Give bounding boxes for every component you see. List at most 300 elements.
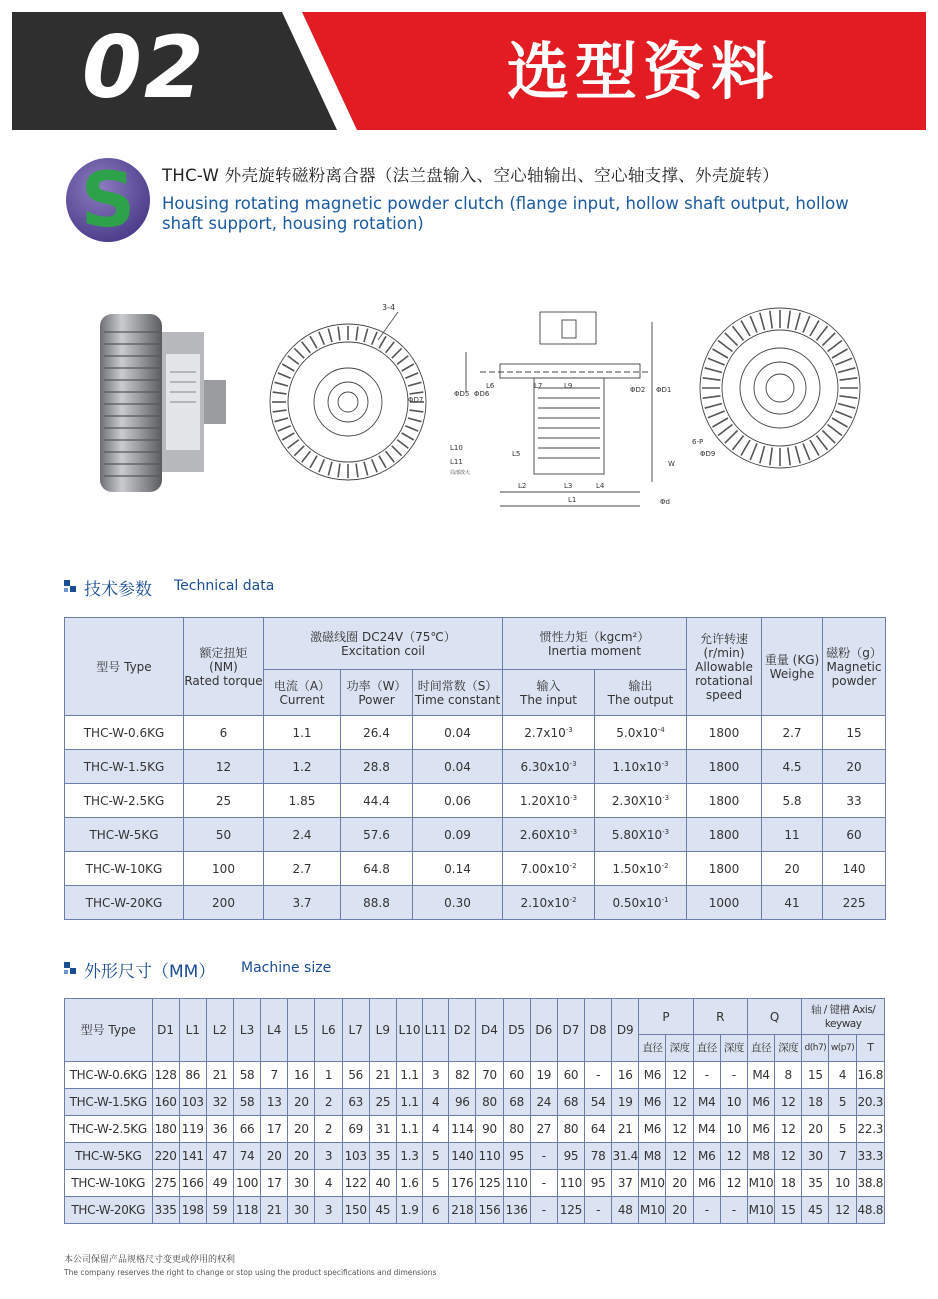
cooling-fin (705, 404, 722, 409)
cooling-fin (760, 446, 765, 463)
cell-speed: 1800 (687, 852, 762, 886)
cell-speed: 1800 (687, 750, 762, 784)
size-cell: 27 (530, 1116, 557, 1143)
th-l11: L11 (423, 999, 449, 1062)
label-d5: ΦD5 (454, 390, 470, 398)
cooling-fin (803, 316, 810, 333)
cell-speed: 1800 (687, 716, 762, 750)
th-size-type: 型号 Type (65, 999, 153, 1062)
size-cell: 95 (585, 1170, 612, 1197)
size-cell: 96 (449, 1089, 476, 1116)
size-cell: 4 (423, 1116, 449, 1143)
size-cell: 35 (802, 1170, 829, 1197)
label-l9: L9 (564, 382, 573, 390)
cell-torque: 50 (184, 818, 264, 852)
cell-input: $7.00x10^{-2}$ (503, 852, 595, 886)
cooling-fin (788, 311, 790, 329)
size-cell: M4 (747, 1062, 774, 1089)
header-banner (12, 12, 926, 130)
cell-torque: 6 (184, 716, 264, 750)
size-cell: 156 (476, 1197, 503, 1224)
cooling-fin (356, 327, 358, 341)
cooling-fin (338, 327, 340, 341)
cooling-fin (364, 462, 368, 476)
cell-type: THC-W-1.5KG (65, 1089, 153, 1116)
size-cell: 78 (585, 1143, 612, 1170)
th-output: 输出 The output (595, 670, 687, 716)
size-cell: 275 (152, 1170, 179, 1197)
cell-power: 64.8 (341, 852, 413, 886)
cell-time: 0.04 (413, 716, 503, 750)
th-current: 电流（A） Current (264, 670, 341, 716)
cell-power: 57.6 (341, 818, 413, 852)
size-cell: 6 (423, 1197, 449, 1224)
cell-current: 3.7 (264, 886, 341, 920)
th-l9: L9 (369, 999, 396, 1062)
size-cell: 80 (557, 1116, 584, 1143)
label-l1: L1 (568, 496, 577, 504)
cooling-fin (713, 349, 729, 358)
cooling-fin (810, 321, 819, 337)
cooling-fin (838, 404, 855, 409)
label-l2: L2 (518, 482, 527, 490)
th-diameter: 直径 (747, 1035, 774, 1062)
size-cell: 68 (503, 1089, 530, 1116)
cooling-fin (408, 418, 422, 422)
size-cell: 22.3 (856, 1116, 884, 1143)
cell-power: 44.4 (341, 784, 413, 818)
size-cell: 48.8 (856, 1197, 884, 1224)
size-cell: 64 (585, 1116, 612, 1143)
size-cell: 1.1 (396, 1089, 422, 1116)
th-p: P (639, 999, 693, 1035)
size-cell: 3 (315, 1143, 342, 1170)
size-cell: 125 (557, 1197, 584, 1224)
size-cell: 12 (775, 1116, 802, 1143)
size-cell: 60 (503, 1062, 530, 1089)
size-cell: 16.8 (856, 1062, 884, 1089)
label-dd: Φd (660, 498, 670, 506)
cooling-fin (832, 418, 848, 427)
label-p: 6-P (692, 438, 704, 446)
cooling-fin (356, 464, 358, 478)
cooling-fin (817, 326, 828, 340)
size-cell: 1.6 (396, 1170, 422, 1197)
label-d1: ΦD1 (656, 386, 672, 394)
cooling-fin (760, 313, 765, 330)
size-cell: 12 (666, 1089, 693, 1116)
size-cell: 21 (612, 1116, 639, 1143)
size-cell: 4 (315, 1170, 342, 1197)
size-cell: 48 (612, 1197, 639, 1224)
size-cell: 103 (179, 1089, 206, 1116)
size-cell: 100 (233, 1170, 260, 1197)
size-cell: 31 (369, 1116, 396, 1143)
cell-power: 28.8 (341, 750, 413, 784)
cell-input: $6.30x10^{-3}$ (503, 750, 595, 784)
cell-torque: 12 (184, 750, 264, 784)
cooling-fin (319, 459, 324, 472)
cell-torque: 25 (184, 784, 264, 818)
cooling-fin (273, 410, 287, 412)
size-cell: 20 (288, 1116, 315, 1143)
size-cell: 12 (666, 1143, 693, 1170)
cooling-fin (788, 448, 790, 466)
size-cell: M10 (639, 1197, 666, 1224)
label-d9: ΦD9 (700, 450, 716, 458)
label-l11: L11 (450, 458, 463, 466)
label-l5: L5 (512, 450, 521, 458)
size-cell: 90 (476, 1116, 503, 1143)
size-cell: 180 (152, 1116, 179, 1143)
size-cell: 12 (720, 1143, 747, 1170)
cooling-fin (770, 448, 772, 466)
cooling-fin (302, 342, 311, 353)
th-d6: D6 (530, 999, 557, 1062)
tech-row (65, 852, 886, 886)
cell-torque: 200 (184, 886, 264, 920)
cooling-fin (835, 358, 852, 365)
size-cell: - (585, 1197, 612, 1224)
cooling-fin (392, 446, 402, 456)
size-cell: 60 (557, 1062, 584, 1089)
product-photo (90, 292, 240, 522)
cooling-fin (838, 368, 855, 373)
cell-weight: 11 (762, 818, 823, 852)
size-cell: 36 (206, 1116, 233, 1143)
cell-current: 1.85 (264, 784, 341, 818)
tech-row (65, 886, 886, 920)
th-diameter: 直径 (693, 1035, 720, 1062)
cell-weight: 4.5 (762, 750, 823, 784)
tech-row (65, 784, 886, 818)
cooling-fin (294, 348, 304, 358)
cooling-fin (718, 425, 732, 436)
size-cell: 176 (449, 1170, 476, 1197)
size-cell: 59 (206, 1197, 233, 1224)
th-powder: 磁粉（g） Magnetic powder (823, 618, 886, 716)
size-cell: 82 (449, 1062, 476, 1089)
cell-speed: 1800 (687, 818, 762, 852)
cell-type: THC-W-10KG (65, 852, 184, 886)
size-cell: 20 (261, 1143, 288, 1170)
th-l3: L3 (233, 999, 260, 1062)
size-cell: 16 (612, 1062, 639, 1089)
cooling-fin (796, 446, 801, 463)
cooling-fin (750, 316, 757, 333)
cooling-fin (273, 392, 287, 394)
size-row (65, 1170, 885, 1197)
cell-time: 0.09 (413, 818, 503, 852)
size-cell: M6 (639, 1089, 666, 1116)
size-cell: 110 (503, 1170, 530, 1197)
cooling-fin (278, 373, 291, 378)
size-cell: M6 (639, 1116, 666, 1143)
size-cell: 1.3 (396, 1143, 422, 1170)
cooling-fin (708, 411, 725, 418)
tech-row (65, 818, 886, 852)
label-l3: L3 (564, 482, 573, 490)
size-table (64, 998, 885, 1224)
cooling-fin (379, 336, 386, 348)
cooling-fin (405, 426, 418, 431)
size-cell: 69 (342, 1116, 369, 1143)
th-l2: L2 (206, 999, 233, 1062)
cooling-fin (294, 446, 304, 456)
size-cell: 119 (179, 1116, 206, 1143)
front-view-drawing (258, 292, 438, 522)
size-cell: 8 (775, 1062, 802, 1089)
cell-speed: 1000 (687, 886, 762, 920)
size-heading-cn: 外形尺寸（MM） (84, 962, 216, 982)
size-cell: M4 (693, 1116, 720, 1143)
th-wp7: w(p7) (829, 1035, 856, 1062)
size-cell: 38.8 (856, 1170, 884, 1197)
cooling-fin (703, 378, 721, 380)
tech-row (65, 716, 886, 750)
size-cell: M4 (693, 1089, 720, 1116)
th-speed: 允许转速 (r/min) Allowable rotational speed (687, 618, 762, 716)
cooling-fin (397, 440, 408, 449)
brand-logo (64, 156, 152, 244)
size-cell: 80 (476, 1089, 503, 1116)
size-cell: 166 (179, 1170, 206, 1197)
size-cell: 70 (476, 1062, 503, 1089)
th-depth: 深度 (720, 1035, 747, 1062)
size-cell: 86 (179, 1062, 206, 1089)
th-diameter: 直径 (639, 1035, 666, 1062)
size-cell: 3 (423, 1062, 449, 1089)
th-l6: L6 (315, 999, 342, 1062)
cooling-fin (822, 430, 835, 443)
size-cell: M10 (639, 1170, 666, 1197)
cooling-fin (733, 436, 744, 450)
size-cell: - (530, 1197, 557, 1224)
cooling-fin (408, 382, 422, 386)
size-cell: 56 (342, 1062, 369, 1089)
cooling-fin (288, 440, 299, 449)
size-cell: 110 (557, 1170, 584, 1197)
size-cell: 13 (261, 1089, 288, 1116)
size-cell: M8 (747, 1143, 774, 1170)
size-cell: M6 (747, 1089, 774, 1116)
size-cell: 20 (666, 1197, 693, 1224)
product-title-cn: THC-W 外壳旋转磁粉离合器（法兰盘输入、空心轴输出、空心轴支撑、外壳旋转） (162, 166, 780, 185)
size-cell: 1.1 (396, 1062, 422, 1089)
cell-output: $5.80X10^{-3}$ (595, 818, 687, 852)
size-cell: 1.1 (396, 1116, 422, 1143)
cooling-fin (708, 358, 725, 365)
cooling-fin (402, 433, 414, 440)
rear-view-drawing (690, 292, 870, 522)
cell-time: 0.06 (413, 784, 503, 818)
cooling-fin (713, 418, 729, 427)
cooling-fin (840, 396, 858, 398)
cooling-fin (770, 311, 772, 329)
size-cell: M6 (747, 1116, 774, 1143)
size-cell: 19 (530, 1062, 557, 1089)
cell-weight: 41 (762, 886, 823, 920)
cooling-fin (386, 342, 395, 353)
label-w: W (668, 460, 675, 468)
size-cell: 33.3 (856, 1143, 884, 1170)
size-cell: 35 (369, 1143, 396, 1170)
section-marker-icon (64, 962, 78, 976)
cell-type: THC-W-2.5KG (65, 1116, 153, 1143)
cell-input: $2.7x10^{-3}$ (503, 716, 595, 750)
cooling-fin (410, 392, 424, 394)
cooling-fin (310, 456, 317, 468)
cell-type: THC-W-10KG (65, 1170, 153, 1197)
size-cell: M10 (747, 1197, 774, 1224)
size-cell: 12 (775, 1143, 802, 1170)
cell-powder: 60 (823, 818, 886, 852)
th-d9: D9 (612, 999, 639, 1062)
size-cell: 3 (315, 1197, 342, 1224)
th-d7: D7 (557, 999, 584, 1062)
label-l6: L6 (486, 382, 495, 390)
cell-power: 88.8 (341, 886, 413, 920)
size-cell: 17 (261, 1116, 288, 1143)
cell-type: THC-W-0.6KG (65, 1062, 153, 1089)
size-row (65, 1062, 885, 1089)
size-cell: - (585, 1062, 612, 1089)
th-l5: L5 (288, 999, 315, 1062)
size-cell: - (530, 1143, 557, 1170)
cooling-fin (817, 436, 828, 450)
size-cell: 21 (206, 1062, 233, 1089)
label-d6: ΦD6 (474, 390, 490, 398)
size-cell: 18 (775, 1170, 802, 1197)
cooling-fin (718, 341, 732, 352)
size-cell: 150 (342, 1197, 369, 1224)
section-number: 02 (82, 18, 206, 118)
size-cell: 114 (449, 1116, 476, 1143)
size-cell: 21 (369, 1062, 396, 1089)
cell-output: $5.0x10^{-4}$ (595, 716, 687, 750)
size-cell: 17 (261, 1170, 288, 1197)
th-q: Q (747, 999, 801, 1035)
cell-output: $1.10x10^{-3}$ (595, 750, 687, 784)
size-cell: 110 (476, 1143, 503, 1170)
label-detail: 局部放大 (450, 470, 471, 476)
size-cell: 47 (206, 1143, 233, 1170)
cooling-fin (832, 349, 848, 358)
cell-type: THC-W-20KG (65, 1197, 153, 1224)
size-cell: 54 (585, 1089, 612, 1116)
size-cell: 160 (152, 1089, 179, 1116)
size-cell: 10 (720, 1089, 747, 1116)
size-cell: 31.4 (612, 1143, 639, 1170)
cell-powder: 225 (823, 886, 886, 920)
size-cell: 5 (423, 1143, 449, 1170)
size-cell: 140 (449, 1143, 476, 1170)
cooling-fin (796, 313, 801, 330)
th-dh7: d(h7) (802, 1035, 829, 1062)
size-cell: 5 (423, 1170, 449, 1197)
size-cell: 1 (315, 1062, 342, 1089)
label-l4: L4 (596, 482, 605, 490)
size-cell: 103 (342, 1143, 369, 1170)
size-cell: 7 (261, 1062, 288, 1089)
cooling-fin (803, 443, 810, 460)
cell-time: 0.14 (413, 852, 503, 886)
cooling-fin (810, 440, 819, 456)
size-cell: - (720, 1197, 747, 1224)
section-marker-icon (64, 580, 78, 594)
size-cell: 37 (612, 1170, 639, 1197)
th-depth: 深度 (666, 1035, 693, 1062)
size-cell: 15 (775, 1197, 802, 1224)
size-cell: 4 (423, 1089, 449, 1116)
size-cell: - (720, 1062, 747, 1089)
cooling-fin (725, 333, 738, 346)
th-l7: L7 (342, 999, 369, 1062)
th-l1: L1 (179, 999, 206, 1062)
cell-type: THC-W-5KG (65, 1143, 153, 1170)
size-cell: 66 (233, 1116, 260, 1143)
size-cell: 5 (829, 1089, 856, 1116)
label-l10: L10 (450, 444, 463, 452)
cooling-fin (302, 451, 311, 462)
cell-powder: 33 (823, 784, 886, 818)
size-cell: 2 (315, 1116, 342, 1143)
size-cell: 20 (288, 1089, 315, 1116)
size-row (65, 1116, 885, 1143)
cooling-fin (275, 418, 289, 422)
cell-type: THC-W-1.5KG (65, 750, 184, 784)
size-cell: 80 (503, 1116, 530, 1143)
size-cell: 95 (557, 1143, 584, 1170)
cooling-fin (828, 425, 842, 436)
cooling-fin (741, 321, 750, 337)
th-power: 功率（W） Power (341, 670, 413, 716)
cell-type: THC-W-5KG (65, 818, 184, 852)
size-cell: 20 (666, 1170, 693, 1197)
cooling-fin (372, 332, 377, 345)
footer-note-en: The company reserves the right to change or stop using the product specifications and dimensions (64, 1268, 437, 1277)
th-weight: 重量 (KG) Weighe (762, 618, 823, 716)
th-inertia: 惯性力矩（kgcm²） Inertia moment (503, 618, 687, 670)
size-cell: 20 (802, 1116, 829, 1143)
cell-powder: 15 (823, 716, 886, 750)
tech-table (64, 617, 886, 920)
cooling-fin (835, 411, 852, 418)
cooling-fin (750, 443, 757, 460)
size-cell: M8 (639, 1143, 666, 1170)
cell-type: THC-W-0.6KG (65, 716, 184, 750)
size-cell: 58 (233, 1089, 260, 1116)
th-l4: L4 (261, 999, 288, 1062)
size-cell: 74 (233, 1143, 260, 1170)
cooling-fin (703, 396, 721, 398)
size-cell: 30 (288, 1197, 315, 1224)
size-cell: 68 (557, 1089, 584, 1116)
size-cell: 45 (369, 1197, 396, 1224)
size-cell: 30 (288, 1170, 315, 1197)
cooling-fin (392, 348, 402, 358)
size-cell: 45 (802, 1197, 829, 1224)
size-cell: - (693, 1197, 720, 1224)
size-row (65, 1197, 885, 1224)
size-cell: 25 (369, 1089, 396, 1116)
th-time: 时间常数（S） Time constant (413, 670, 503, 716)
cooling-fin (282, 364, 294, 371)
th-input: 输入 The input (503, 670, 595, 716)
cooling-fin (402, 364, 414, 371)
size-cell: 141 (179, 1143, 206, 1170)
size-heading-en: Machine size (241, 960, 332, 976)
